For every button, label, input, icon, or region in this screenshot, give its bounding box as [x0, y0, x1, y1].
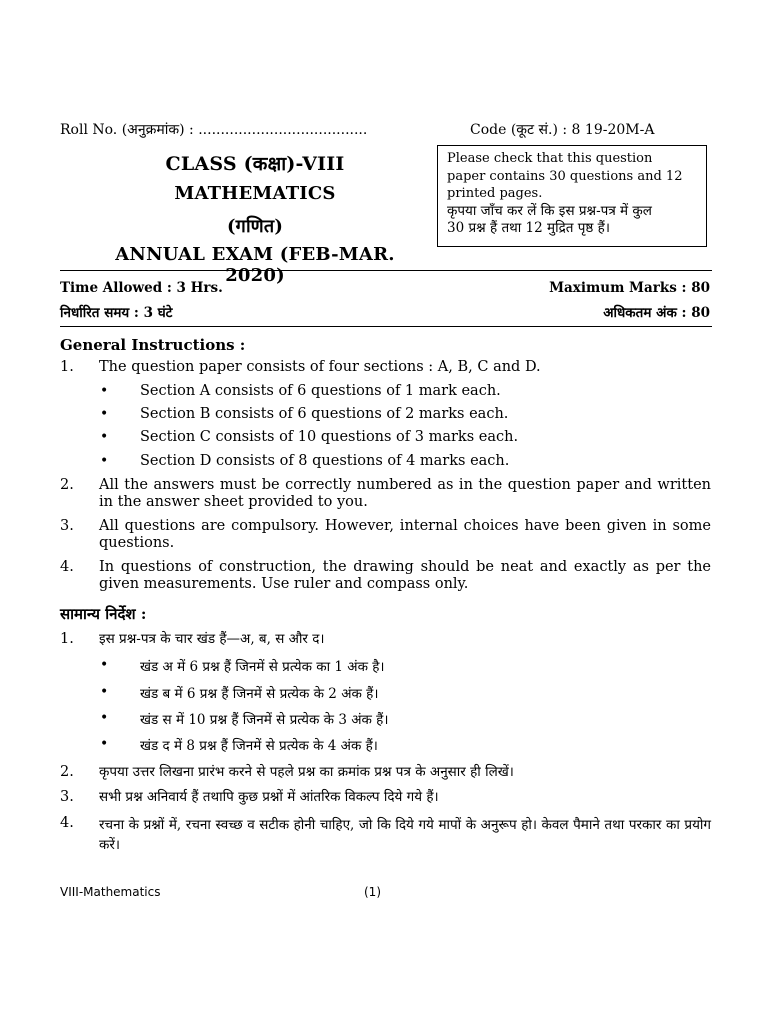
paper-code: Code (कूट सं.) : 8 19-20M-A [470, 122, 655, 138]
instruction-text: All the answers must be correctly numbered as in the question paper and written in the answer sheet provided to you. [99, 477, 711, 510]
time-allowed: Time Allowed : 3 Hrs. [60, 280, 223, 296]
class-title: CLASS (कक्षा)-VIII [165, 153, 345, 175]
instruction-number: 2. [60, 764, 74, 780]
time-allowed-hindi: निर्धारित समय : 3 घंटे [60, 305, 173, 321]
instruction-number: 3. [60, 518, 74, 534]
general-instructions-heading-hindi: सामान्य निर्देश : [60, 605, 147, 623]
instruction-text-hindi: कृपया उत्तर लिखना प्रारंभ करने से पहले प्रश्न का क्रमांक प्रश्न पत्र के अनुसार ही लिखें। [99, 764, 514, 780]
section-bullet-hindi: खंड स में 10 प्रश्न हैं जिनमें से प्रत्येक के 3 अंक हैं। [140, 712, 389, 728]
instruction-text-hindi: सभी प्रश्न अनिवार्य हैं तथापि कुछ प्रश्नों में आंतरिक विकल्प दिये गये हैं। [99, 789, 439, 805]
instruction-number: 4. [60, 815, 74, 831]
instruction-text: The question paper consists of four sections : A, B, C and D. [99, 359, 541, 375]
section-bullet-hindi: खंड द में 8 प्रश्न हैं जिनमें से प्रत्येक के 4 अंक हैं। [140, 738, 378, 754]
notice-line-hindi: 30 प्रश्न हैं तथा 12 मुद्रित पृष्ठ हैं। [447, 220, 610, 236]
instruction-text-hindi: रचना के प्रश्नों में, रचना स्वच्छ व सटीक होनी चाहिए, जो कि दिये गये मापों के अनुरूप हो। केवल पैमाने तथा परकार का प्रयोग करें। [99, 817, 711, 853]
bullet-icon: • [100, 684, 109, 700]
section-bullet-hindi: खंड ब में 6 प्रश्न हैं जिनमें से प्रत्येक के 2 अंक हैं। [140, 686, 379, 702]
section-bullet: Section B consists of 6 questions of 2 marks each. [140, 406, 509, 422]
bullet-icon: • [100, 429, 109, 445]
divider [60, 270, 712, 271]
roll-number-field: Roll No. (अनुक्रमांक) : ...................................... [60, 122, 368, 138]
general-instructions-heading: General Instructions : [60, 336, 246, 354]
bullet-icon: • [100, 383, 109, 399]
bullet-icon: • [100, 453, 109, 469]
notice-line: Please check that this question [447, 151, 653, 166]
subject-title-hindi: (गणित) [226, 216, 284, 237]
instruction-number: 3. [60, 789, 74, 805]
bullet-icon: • [100, 406, 109, 422]
question-count-notice [437, 145, 707, 247]
bullet-icon: • [100, 710, 109, 726]
maximum-marks-hindi: अधिकतम अंक : 80 [603, 305, 710, 321]
maximum-marks: Maximum Marks : 80 [549, 280, 710, 296]
notice-line: paper contains 30 questions and 12 [447, 168, 683, 184]
bullet-icon: • [100, 736, 109, 752]
footer-subject: VIII-Mathematics [60, 885, 161, 899]
instruction-number: 1. [60, 631, 74, 647]
subject-title: MATHEMATICS [174, 183, 336, 204]
instruction-number: 4. [60, 559, 74, 575]
instruction-text-hindi: इस प्रश्न-पत्र के चार खंड हैं—अ, ब, स और द। [99, 631, 325, 647]
section-bullet: Section D consists of 8 questions of 4 marks each. [140, 453, 510, 469]
section-bullet: Section A consists of 6 questions of 1 mark each. [140, 383, 501, 399]
instruction-number: 1. [60, 359, 74, 375]
exam-title: ANNUAL EXAM (FEB-MAR. 2020) [115, 244, 395, 286]
instruction-text: All questions are compulsory. However, internal choices have been given in some questions. [99, 518, 711, 551]
instruction-text: In questions of construction, the drawing should be neat and exactly as per the given measurements. Use ruler and compass only. [99, 559, 711, 592]
notice-line: printed pages. [447, 186, 543, 201]
notice-line-hindi: कृपया जाँच कर लें कि इस प्रश्न-पत्र में कुल [447, 202, 652, 219]
bullet-icon: • [100, 657, 109, 673]
page-number: (1) [364, 885, 381, 899]
section-bullet-hindi: खंड अ में 6 प्रश्न हैं जिनमें से प्रत्येक का 1 अंक है। [140, 659, 385, 675]
divider [60, 326, 712, 327]
section-bullet: Section C consists of 10 questions of 3 marks each. [140, 429, 519, 445]
instruction-number: 2. [60, 477, 74, 493]
